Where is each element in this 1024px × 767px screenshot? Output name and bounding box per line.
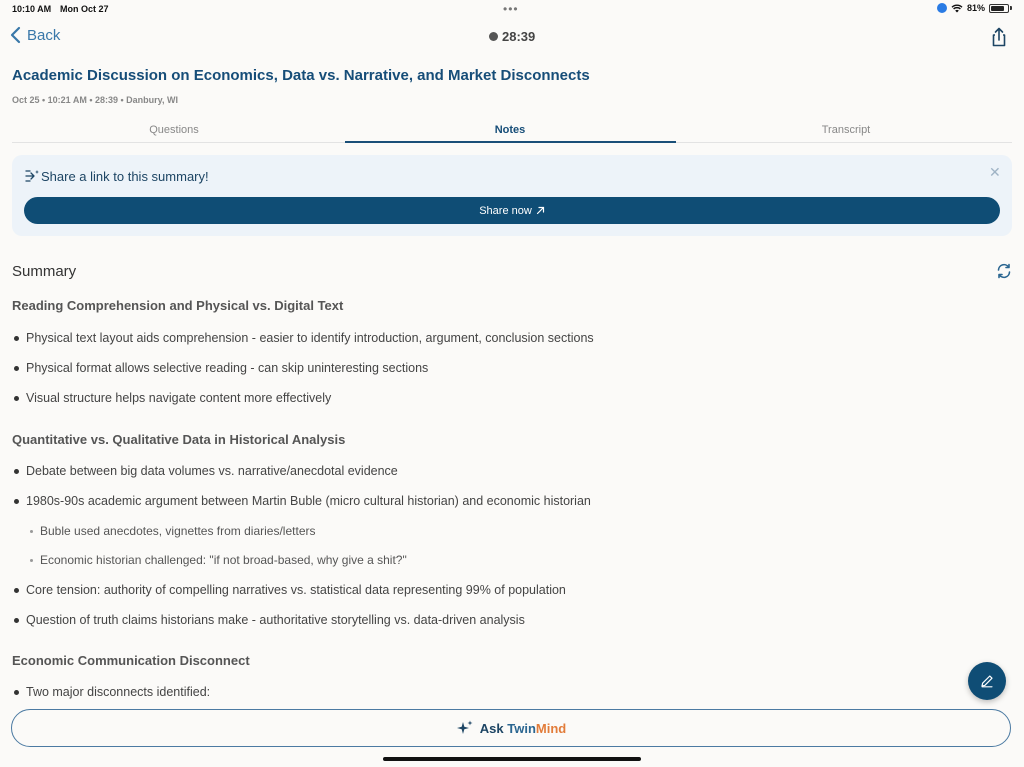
summary-heading: Summary bbox=[12, 263, 77, 280]
list-item bbox=[14, 685, 210, 699]
sub-list-item bbox=[30, 524, 315, 538]
share-now-button[interactable] bbox=[24, 197, 1000, 224]
list-item-text: Economic historian challenged: "if not broad-based, why give a shit?" bbox=[40, 553, 407, 567]
tab-questions[interactable]: Questions bbox=[149, 124, 199, 136]
record-dot-icon bbox=[489, 32, 498, 41]
location-icon bbox=[937, 3, 947, 13]
list-item bbox=[14, 361, 428, 375]
status-time: 10:10 AM bbox=[12, 4, 52, 14]
home-indicator[interactable] bbox=[383, 757, 641, 761]
bullet-dot bbox=[14, 469, 19, 474]
list-item bbox=[14, 331, 594, 345]
section-heading: Reading Comprehension and Physical vs. Digital Text bbox=[12, 298, 344, 313]
tab-notes[interactable]: Notes bbox=[494, 124, 526, 136]
share-icon[interactable] bbox=[988, 26, 1010, 48]
section-heading: Economic Communication Disconnect bbox=[12, 653, 250, 668]
list-item-text: Core tension: authority of compelling narratives vs. statistical data representing 99% of population bbox=[26, 583, 566, 597]
battery-fill bbox=[991, 6, 1004, 11]
ask-twinmind-button[interactable] bbox=[11, 709, 1011, 747]
sub-list-item bbox=[30, 553, 407, 567]
list-item bbox=[14, 583, 566, 597]
section-heading: Quantitative vs. Qualitative Data in Historical Analysis bbox=[12, 432, 346, 447]
ask-prefix: Ask bbox=[479, 720, 504, 736]
bullet-dot bbox=[14, 336, 19, 341]
recording-timer bbox=[489, 29, 535, 44]
wifi-icon bbox=[951, 4, 963, 13]
list-item-text: Physical text layout aids comprehension - easier to identify introduction, argument, conclusion sections bbox=[26, 331, 594, 345]
bullet-dot bbox=[14, 690, 19, 695]
note-meta: Oct 25 • 10:21 AM • 28:39 • Danbury, WI bbox=[12, 95, 179, 105]
bullet-dot bbox=[14, 396, 19, 401]
close-icon[interactable]: ✕ bbox=[989, 164, 1001, 180]
brand-twin: Twin bbox=[507, 720, 536, 736]
brand-mind: Mind bbox=[535, 720, 567, 736]
tab-transcript[interactable]: Transcript bbox=[821, 124, 871, 136]
tab-active-underline bbox=[345, 141, 676, 143]
bullet-dot bbox=[14, 588, 19, 593]
bullet-dot bbox=[30, 559, 33, 562]
sparkles-icon bbox=[456, 719, 474, 737]
bullet-dot bbox=[30, 530, 33, 533]
list-item bbox=[14, 391, 331, 405]
list-item-text: Debate between big data volumes vs. narrative/anecdotal evidence bbox=[26, 464, 398, 478]
list-item-text: Two major disconnects identified: bbox=[26, 685, 211, 699]
pencil-icon bbox=[979, 673, 995, 689]
bullet-dot bbox=[14, 366, 19, 371]
back-button[interactable] bbox=[9, 26, 60, 44]
status-date: Mon Oct 27 bbox=[60, 4, 109, 14]
ask-label bbox=[480, 721, 566, 736]
refresh-icon[interactable] bbox=[995, 262, 1013, 280]
list-item-text: 1980s-90s academic argument between Martin Buble (micro cultural historian) and economic historian bbox=[26, 494, 591, 508]
list-item bbox=[14, 494, 591, 508]
list-item-text: Buble used anecdotes, vignettes from diaries/letters bbox=[40, 524, 316, 538]
back-label: Back bbox=[27, 26, 61, 44]
list-item bbox=[14, 464, 398, 478]
multitasking-dots-icon[interactable]: ••• bbox=[503, 2, 519, 16]
note-title: Academic Discussion on Economics, Data vs. Narrative, and Market Disconnects bbox=[12, 67, 590, 84]
bullet-dot bbox=[14, 618, 19, 623]
list-item bbox=[14, 613, 525, 627]
status-indicators bbox=[937, 3, 1012, 13]
list-item-text: Visual structure helps navigate content more effectively bbox=[26, 391, 332, 405]
banner-text: Share a link to this summary! bbox=[41, 169, 209, 184]
list-item-text: Question of truth claims historians make - authoritative storytelling vs. data-driven analysis bbox=[26, 613, 525, 627]
timer-text: 28:39 bbox=[502, 29, 536, 44]
share-now-label: Share now bbox=[479, 204, 532, 217]
sparkle-share-icon bbox=[24, 168, 40, 184]
chevron-left-icon bbox=[9, 26, 23, 44]
arrow-up-right-icon bbox=[536, 206, 545, 215]
edit-note-button[interactable] bbox=[968, 662, 1006, 700]
bullet-dot bbox=[14, 499, 19, 504]
battery-percent: 81% bbox=[966, 3, 985, 13]
list-item-text: Physical format allows selective reading - can skip uninteresting sections bbox=[26, 361, 429, 375]
battery-icon bbox=[989, 4, 1009, 13]
battery-cap bbox=[1010, 6, 1012, 10]
